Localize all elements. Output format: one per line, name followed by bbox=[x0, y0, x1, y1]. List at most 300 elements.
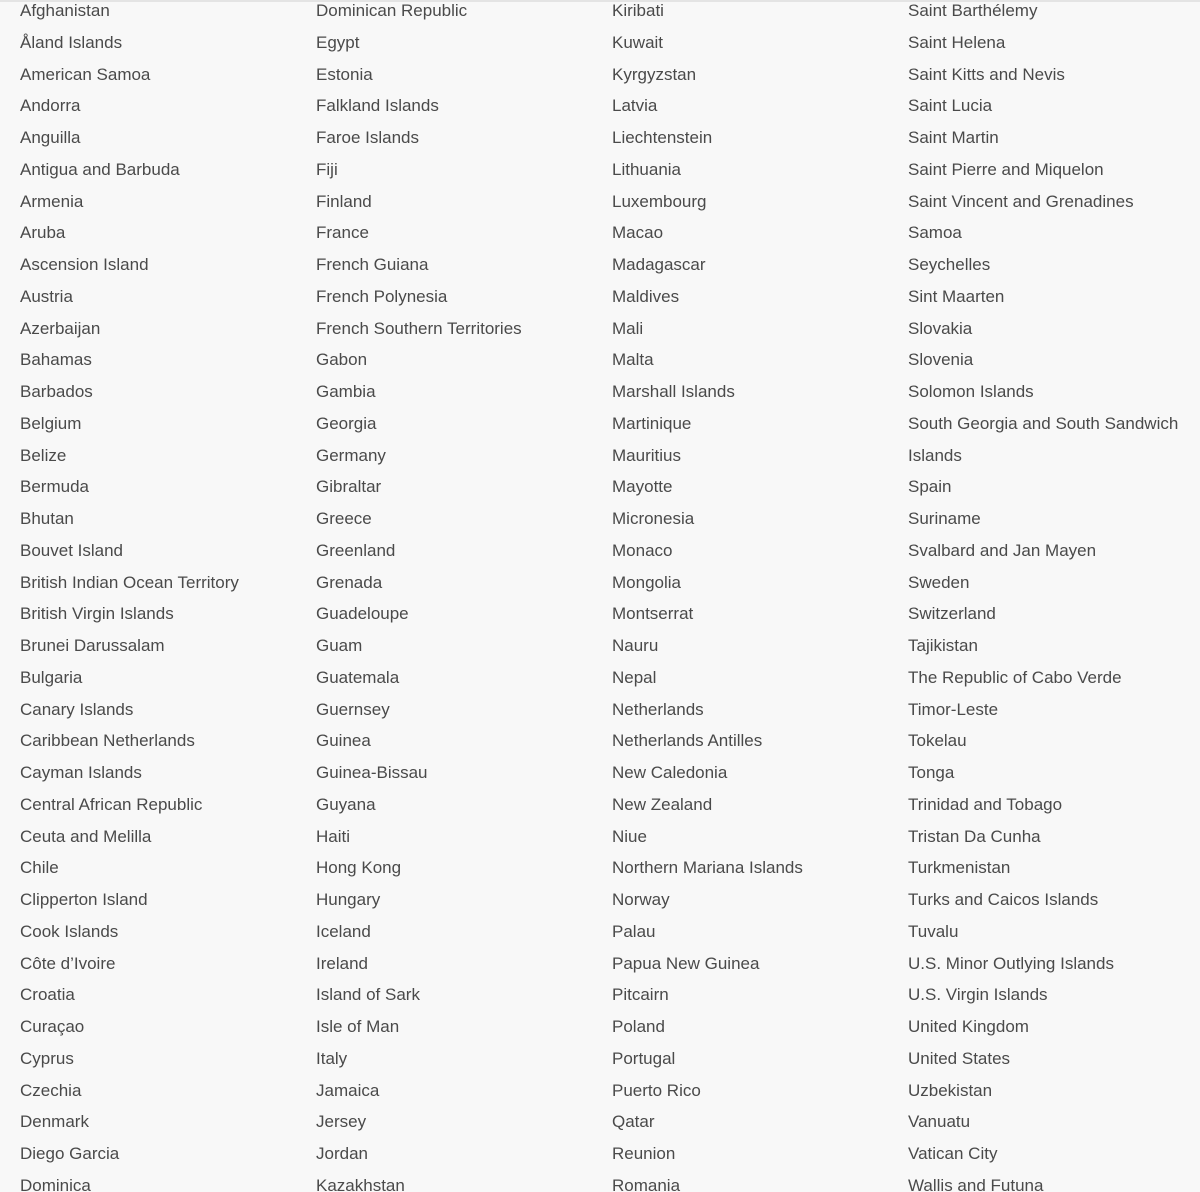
country-link[interactable] bbox=[612, 757, 892, 789]
country-name: Saint Kitts and Nevis bbox=[908, 64, 1065, 84]
country-link[interactable] bbox=[20, 694, 300, 726]
country-link[interactable] bbox=[20, 0, 300, 27]
country-link[interactable] bbox=[316, 1011, 596, 1043]
country-name: Montserrat bbox=[612, 604, 694, 624]
country-name: Netherlands Antilles bbox=[612, 731, 763, 751]
country-name: Mongolia bbox=[612, 572, 681, 592]
country-name: Central African Republic bbox=[20, 794, 203, 814]
country-link[interactable] bbox=[316, 90, 596, 122]
country-name: Slovenia bbox=[908, 350, 974, 370]
country-link[interactable] bbox=[316, 1170, 596, 1192]
country-link[interactable] bbox=[20, 186, 300, 218]
country-link[interactable] bbox=[20, 598, 300, 630]
country-name: Côte d’Ivoire bbox=[20, 953, 116, 973]
country-name: Fiji bbox=[316, 159, 338, 179]
country-link[interactable] bbox=[612, 90, 892, 122]
country-link[interactable] bbox=[316, 662, 596, 694]
country-link[interactable] bbox=[908, 440, 1192, 472]
country-name: The Republic of Cabo Verde bbox=[908, 667, 1122, 687]
country-name: South Georgia and South Sandwich bbox=[908, 413, 1179, 433]
country-link[interactable] bbox=[316, 694, 596, 726]
country-name: Island of Sark bbox=[316, 985, 420, 1005]
country-link[interactable] bbox=[612, 535, 892, 567]
country-name: Belize bbox=[20, 445, 67, 465]
country-link[interactable] bbox=[612, 154, 892, 186]
country-link[interactable] bbox=[612, 1043, 892, 1075]
country-link[interactable] bbox=[316, 630, 596, 662]
country-name: Liechtenstein bbox=[612, 128, 713, 147]
country-column-2 bbox=[316, 0, 596, 1192]
country-name: Saint Helena bbox=[908, 32, 1006, 52]
country-name: Bhutan bbox=[20, 509, 74, 528]
country-link[interactable] bbox=[612, 789, 892, 821]
country-link[interactable] bbox=[316, 948, 596, 980]
country-name: Slovakia bbox=[908, 318, 973, 338]
country-link[interactable] bbox=[612, 1011, 892, 1043]
country-link[interactable] bbox=[20, 916, 300, 948]
country-link[interactable] bbox=[908, 757, 1192, 789]
country-link[interactable] bbox=[612, 725, 892, 757]
country-link[interactable] bbox=[20, 567, 300, 599]
country-link[interactable] bbox=[612, 440, 892, 472]
country-link[interactable] bbox=[20, 884, 300, 916]
country-name: Italy bbox=[316, 1048, 348, 1068]
country-link[interactable] bbox=[20, 630, 300, 662]
country-link[interactable] bbox=[612, 281, 892, 313]
country-name: Bulgaria bbox=[20, 667, 83, 687]
country-link[interactable] bbox=[612, 1106, 892, 1138]
country-link[interactable] bbox=[316, 440, 596, 472]
country-name: Gibraltar bbox=[316, 477, 382, 497]
country-name: Suriname bbox=[908, 509, 981, 528]
country-name: Martinique bbox=[612, 413, 692, 433]
country-name: Belgium bbox=[20, 413, 82, 433]
country-link[interactable] bbox=[316, 535, 596, 567]
country-link[interactable] bbox=[316, 186, 596, 218]
country-link[interactable] bbox=[908, 979, 1192, 1011]
country-name: Ascension Island bbox=[20, 255, 149, 274]
country-name: Vanuatu bbox=[908, 1112, 971, 1132]
country-name: Sint Maarten bbox=[908, 286, 1005, 306]
country-link[interactable] bbox=[612, 313, 892, 345]
country-name: French Southern Territories bbox=[316, 318, 522, 338]
country-name: Switzerland bbox=[908, 604, 996, 624]
country-link[interactable] bbox=[20, 979, 300, 1011]
country-link[interactable] bbox=[908, 471, 1192, 503]
country-link[interactable] bbox=[316, 249, 596, 281]
country-name: Bahamas bbox=[20, 350, 92, 370]
country-link[interactable] bbox=[612, 344, 892, 376]
country-name: Guyana bbox=[316, 794, 376, 814]
country-link[interactable] bbox=[612, 408, 892, 440]
country-name: France bbox=[316, 223, 369, 243]
country-name: Iceland bbox=[316, 921, 371, 941]
country-link[interactable] bbox=[316, 789, 596, 821]
country-link[interactable] bbox=[316, 471, 596, 503]
country-name: Lithuania bbox=[612, 159, 682, 179]
country-name: Azerbaijan bbox=[20, 318, 101, 338]
country-link[interactable] bbox=[20, 1011, 300, 1043]
country-link[interactable] bbox=[316, 821, 596, 853]
country-link[interactable] bbox=[908, 694, 1192, 726]
country-name: New Zealand bbox=[612, 794, 713, 814]
country-link[interactable] bbox=[908, 852, 1192, 884]
country-name: Brunei Darussalam bbox=[20, 636, 165, 655]
country-link[interactable] bbox=[612, 916, 892, 948]
country-link[interactable] bbox=[612, 376, 892, 408]
country-name: Czechia bbox=[20, 1080, 82, 1100]
country-link[interactable] bbox=[20, 757, 300, 789]
country-name: Guam bbox=[316, 636, 363, 655]
country-name: Jordan bbox=[316, 1144, 368, 1163]
country-link[interactable] bbox=[908, 884, 1192, 916]
country-link[interactable] bbox=[908, 249, 1192, 281]
country-link[interactable] bbox=[908, 948, 1192, 980]
country-link[interactable] bbox=[316, 344, 596, 376]
country-link[interactable] bbox=[316, 916, 596, 948]
country-name: Samoa bbox=[908, 223, 962, 243]
country-link[interactable] bbox=[20, 440, 300, 472]
country-name: Romania bbox=[612, 1175, 681, 1192]
country-link[interactable] bbox=[20, 281, 300, 313]
country-link[interactable] bbox=[908, 1138, 1192, 1170]
country-name: Guinea bbox=[316, 731, 371, 751]
country-link[interactable] bbox=[612, 884, 892, 916]
country-name: Spain bbox=[908, 477, 952, 497]
country-name: Saint Martin bbox=[908, 128, 999, 147]
country-link[interactable] bbox=[316, 503, 596, 535]
country-link[interactable] bbox=[316, 567, 596, 599]
country-name: Hungary bbox=[316, 890, 381, 909]
country-link[interactable] bbox=[20, 408, 300, 440]
country-name: Kyrgyzstan bbox=[612, 64, 697, 84]
country-link[interactable] bbox=[908, 662, 1192, 694]
country-name: Sweden bbox=[908, 572, 970, 592]
country-link[interactable] bbox=[316, 1043, 596, 1075]
country-link[interactable] bbox=[908, 154, 1192, 186]
country-link[interactable] bbox=[612, 122, 892, 154]
country-link[interactable] bbox=[612, 662, 892, 694]
country-link[interactable] bbox=[612, 27, 892, 59]
country-link[interactable] bbox=[908, 281, 1192, 313]
country-name: Saint Vincent and Grenadines bbox=[908, 191, 1134, 211]
country-name: Netherlands bbox=[612, 699, 704, 719]
country-name: Åland Islands bbox=[20, 32, 123, 52]
country-link[interactable] bbox=[908, 186, 1192, 218]
country-link[interactable] bbox=[316, 376, 596, 408]
country-name: Solomon Islands bbox=[908, 382, 1034, 401]
country-link[interactable] bbox=[316, 0, 596, 27]
country-link[interactable] bbox=[20, 344, 300, 376]
country-link[interactable] bbox=[20, 122, 300, 154]
country-link[interactable] bbox=[908, 1075, 1192, 1107]
country-name: Vatican City bbox=[908, 1144, 998, 1163]
country-link[interactable] bbox=[908, 122, 1192, 154]
country-link[interactable] bbox=[20, 217, 300, 249]
country-name: Clipperton Island bbox=[20, 890, 148, 909]
country-name: Islands bbox=[908, 445, 962, 465]
country-name: Timor-Leste bbox=[908, 699, 999, 719]
country-link[interactable] bbox=[908, 598, 1192, 630]
country-name: Mali bbox=[612, 318, 644, 338]
country-link[interactable] bbox=[908, 0, 1192, 27]
country-link[interactable] bbox=[908, 1043, 1192, 1075]
country-link[interactable] bbox=[316, 757, 596, 789]
country-link[interactable] bbox=[316, 122, 596, 154]
country-name: Guinea-Bissau bbox=[316, 763, 428, 782]
country-name: New Caledonia bbox=[612, 763, 728, 782]
country-name: U.S. Virgin Islands bbox=[908, 985, 1048, 1005]
country-name: Isle of Man bbox=[316, 1017, 400, 1036]
country-link[interactable] bbox=[908, 313, 1192, 345]
country-name: Dominica bbox=[20, 1175, 91, 1192]
country-name: French Polynesia bbox=[316, 286, 448, 306]
country-link[interactable] bbox=[20, 471, 300, 503]
country-name: Curaçao bbox=[20, 1017, 85, 1036]
country-link[interactable] bbox=[316, 979, 596, 1011]
country-name: Canary Islands bbox=[20, 699, 134, 719]
country-name: Reunion bbox=[612, 1144, 676, 1163]
country-name: Denmark bbox=[20, 1112, 89, 1132]
country-name: Marshall Islands bbox=[612, 382, 735, 401]
country-link[interactable] bbox=[908, 567, 1192, 599]
country-link[interactable] bbox=[20, 503, 300, 535]
country-column-4 bbox=[908, 0, 1192, 1192]
country-name: Maldives bbox=[612, 286, 680, 306]
country-name: Ceuta and Melilla bbox=[20, 826, 152, 846]
country-name: Turkmenistan bbox=[908, 858, 1011, 878]
country-name: Northern Mariana Islands bbox=[612, 858, 803, 878]
country-name: Falkland Islands bbox=[316, 96, 439, 116]
country-name: Guadeloupe bbox=[316, 604, 409, 624]
country-name: Greenland bbox=[316, 540, 396, 560]
country-name: Puerto Rico bbox=[612, 1080, 701, 1100]
country-name: Cook Islands bbox=[20, 921, 119, 941]
country-link[interactable] bbox=[316, 408, 596, 440]
country-link[interactable] bbox=[316, 1138, 596, 1170]
country-name: Greece bbox=[316, 509, 372, 528]
country-name: Barbados bbox=[20, 382, 93, 401]
country-link[interactable] bbox=[612, 630, 892, 662]
country-name: Latvia bbox=[612, 96, 658, 116]
country-name: Tonga bbox=[908, 763, 955, 782]
country-link[interactable] bbox=[908, 503, 1192, 535]
country-name: Portugal bbox=[612, 1048, 676, 1068]
country-link[interactable] bbox=[908, 1170, 1192, 1192]
country-name: Nauru bbox=[612, 636, 659, 655]
country-link[interactable] bbox=[612, 59, 892, 91]
country-name: Ireland bbox=[316, 953, 368, 973]
country-name: Nepal bbox=[612, 667, 657, 687]
country-link[interactable] bbox=[20, 789, 300, 821]
country-link[interactable] bbox=[316, 313, 596, 345]
country-link[interactable] bbox=[316, 852, 596, 884]
country-name: Guernsey bbox=[316, 699, 390, 719]
country-link[interactable] bbox=[908, 789, 1192, 821]
country-name: Afghanistan bbox=[20, 1, 110, 20]
country-name: Tristan Da Cunha bbox=[908, 826, 1041, 846]
country-link[interactable] bbox=[908, 344, 1192, 376]
country-name: Tuvalu bbox=[908, 921, 959, 941]
country-link[interactable] bbox=[20, 1075, 300, 1107]
country-name: Croatia bbox=[20, 985, 75, 1005]
country-name: United Kingdom bbox=[908, 1017, 1029, 1036]
country-link[interactable] bbox=[20, 1106, 300, 1138]
country-name: Egypt bbox=[316, 32, 360, 52]
country-name: Guatemala bbox=[316, 667, 400, 687]
country-name: U.S. Minor Outlying Islands bbox=[908, 953, 1114, 973]
country-name: Gabon bbox=[316, 350, 368, 370]
country-link[interactable] bbox=[316, 154, 596, 186]
country-link[interactable] bbox=[908, 217, 1192, 249]
country-column-3 bbox=[612, 0, 892, 1192]
country-link[interactable] bbox=[908, 916, 1192, 948]
country-name: Poland bbox=[612, 1017, 665, 1036]
country-name: Antigua and Barbuda bbox=[20, 159, 180, 179]
country-link[interactable] bbox=[316, 217, 596, 249]
country-link[interactable] bbox=[612, 217, 892, 249]
country-link[interactable] bbox=[908, 630, 1192, 662]
country-link[interactable] bbox=[612, 186, 892, 218]
country-name: Kiribati bbox=[612, 1, 664, 20]
country-link[interactable] bbox=[20, 821, 300, 853]
country-name: Monaco bbox=[612, 540, 673, 560]
country-name: Jamaica bbox=[316, 1080, 380, 1100]
country-name: Macao bbox=[612, 223, 664, 243]
country-link[interactable] bbox=[908, 90, 1192, 122]
country-name: Kuwait bbox=[612, 32, 664, 52]
country-name: Armenia bbox=[20, 191, 84, 211]
country-link[interactable] bbox=[612, 694, 892, 726]
country-name: Saint Lucia bbox=[908, 96, 993, 116]
country-name: Andorra bbox=[20, 96, 81, 116]
country-link[interactable] bbox=[20, 948, 300, 980]
country-name: Chile bbox=[20, 858, 59, 878]
country-link[interactable] bbox=[316, 1075, 596, 1107]
country-name: Jersey bbox=[316, 1112, 367, 1132]
country-link[interactable] bbox=[316, 59, 596, 91]
country-name: Aruba bbox=[20, 223, 66, 243]
country-name: Gambia bbox=[316, 382, 376, 401]
country-name: Saint Pierre and Miquelon bbox=[908, 159, 1104, 179]
country-link[interactable] bbox=[20, 376, 300, 408]
country-link[interactable] bbox=[316, 1106, 596, 1138]
country-link[interactable] bbox=[612, 1138, 892, 1170]
country-name: British Indian Ocean Territory bbox=[20, 572, 239, 592]
country-name: United States bbox=[908, 1048, 1011, 1068]
country-name: Tajikistan bbox=[908, 636, 978, 655]
country-link[interactable] bbox=[20, 725, 300, 757]
country-link[interactable] bbox=[20, 1170, 300, 1192]
country-link[interactable] bbox=[908, 821, 1192, 853]
country-name: Turks and Caicos Islands bbox=[908, 890, 1099, 909]
country-link[interactable] bbox=[20, 662, 300, 694]
country-name: Seychelles bbox=[908, 255, 991, 274]
country-name: Micronesia bbox=[612, 509, 695, 528]
country-link[interactable] bbox=[908, 535, 1192, 567]
country-link[interactable] bbox=[20, 154, 300, 186]
country-name: Germany bbox=[316, 445, 386, 465]
country-name: Hong Kong bbox=[316, 858, 402, 878]
country-link[interactable] bbox=[20, 1138, 300, 1170]
country-name: Norway bbox=[612, 890, 670, 909]
country-name: Austria bbox=[20, 286, 73, 306]
country-link[interactable] bbox=[612, 0, 892, 27]
country-name: Wallis and Futuna bbox=[908, 1175, 1044, 1192]
country-link[interactable] bbox=[316, 725, 596, 757]
country-link[interactable] bbox=[908, 725, 1192, 757]
country-link[interactable] bbox=[20, 535, 300, 567]
country-link[interactable] bbox=[612, 852, 892, 884]
country-link[interactable] bbox=[20, 852, 300, 884]
country-name: Finland bbox=[316, 191, 372, 211]
country-link[interactable] bbox=[20, 27, 300, 59]
country-link[interactable] bbox=[20, 1043, 300, 1075]
country-name: Faroe Islands bbox=[316, 128, 419, 147]
country-name: Niue bbox=[612, 826, 647, 846]
country-name: Pitcairn bbox=[612, 985, 669, 1005]
country-name: American Samoa bbox=[20, 64, 151, 84]
country-name: Svalbard and Jan Mayen bbox=[908, 540, 1097, 560]
country-link[interactable] bbox=[908, 1106, 1192, 1138]
country-link[interactable] bbox=[316, 598, 596, 630]
country-link[interactable] bbox=[612, 821, 892, 853]
country-link[interactable] bbox=[612, 567, 892, 599]
country-link[interactable] bbox=[612, 503, 892, 535]
country-name: Uzbekistan bbox=[908, 1080, 993, 1100]
country-link[interactable] bbox=[908, 1011, 1192, 1043]
country-name: Kazakhstan bbox=[316, 1175, 405, 1192]
country-link[interactable] bbox=[612, 979, 892, 1011]
country-name: Grenada bbox=[316, 572, 383, 592]
country-link[interactable] bbox=[316, 27, 596, 59]
country-name: British Virgin Islands bbox=[20, 604, 174, 624]
country-name: Diego Garcia bbox=[20, 1144, 120, 1163]
country-link[interactable] bbox=[316, 884, 596, 916]
country-link[interactable] bbox=[908, 408, 1192, 440]
country-link[interactable] bbox=[612, 948, 892, 980]
country-link[interactable] bbox=[20, 313, 300, 345]
country-link[interactable] bbox=[20, 90, 300, 122]
country-link[interactable] bbox=[316, 281, 596, 313]
country-link[interactable] bbox=[612, 249, 892, 281]
country-name: Papua New Guinea bbox=[612, 953, 760, 973]
country-name: Malta bbox=[612, 350, 654, 370]
country-link[interactable] bbox=[908, 59, 1192, 91]
country-link[interactable] bbox=[612, 598, 892, 630]
country-name: French Guiana bbox=[316, 255, 429, 274]
country-link[interactable] bbox=[612, 471, 892, 503]
country-link[interactable] bbox=[908, 376, 1192, 408]
country-name: Bermuda bbox=[20, 477, 89, 497]
country-link[interactable] bbox=[20, 59, 300, 91]
country-name: Bouvet Island bbox=[20, 540, 124, 560]
country-name: Qatar bbox=[612, 1112, 655, 1132]
country-name: Estonia bbox=[316, 64, 373, 84]
country-link[interactable] bbox=[612, 1170, 892, 1192]
country-name: Saint Barthélemy bbox=[908, 1, 1038, 20]
country-name: Mauritius bbox=[612, 445, 681, 465]
country-name: Luxembourg bbox=[612, 191, 707, 211]
country-name: Georgia bbox=[316, 413, 377, 433]
country-column-1 bbox=[20, 0, 300, 1192]
country-link[interactable] bbox=[20, 249, 300, 281]
country-name: Dominican Republic bbox=[316, 1, 468, 20]
country-name: Caribbean Netherlands bbox=[20, 731, 195, 751]
country-link[interactable] bbox=[908, 27, 1192, 59]
country-name: Trinidad and Tobago bbox=[908, 794, 1063, 814]
country-link[interactable] bbox=[612, 1075, 892, 1107]
